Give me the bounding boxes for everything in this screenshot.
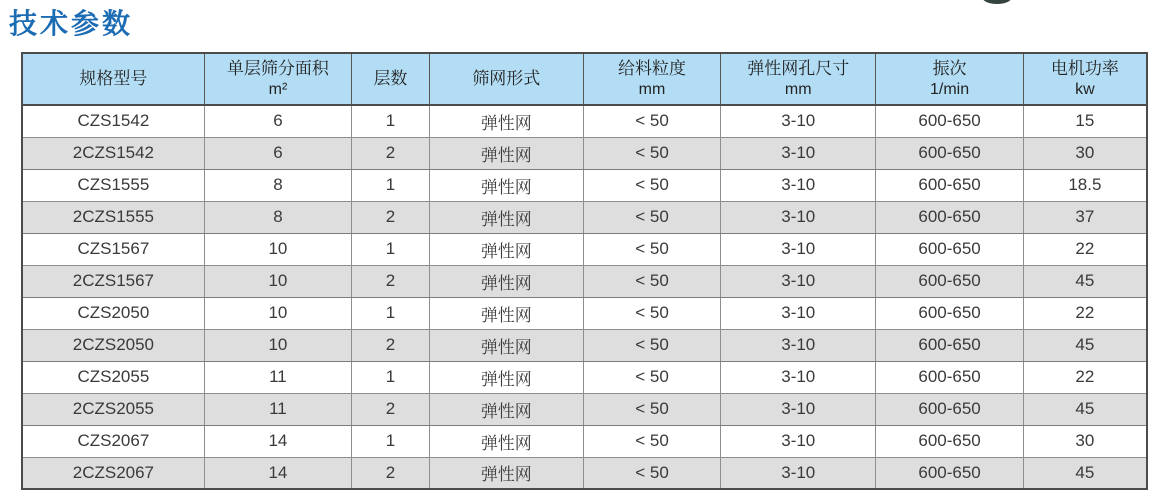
cell-feed-size: < 50 — [583, 329, 720, 361]
column-label: 弹性网孔尺寸 — [747, 59, 850, 79]
cell-area: 10 — [204, 329, 351, 361]
cell-model: 2CZS2050 — [22, 329, 204, 361]
cell-feed-size: < 50 — [583, 297, 720, 329]
cell-mesh-hole: 3-10 — [721, 425, 876, 457]
column-unit: 1/min — [930, 80, 970, 98]
cell-layers: 1 — [352, 169, 430, 201]
cell-feed-size: < 50 — [583, 137, 720, 169]
cell-mesh-type: 弹性网 — [429, 105, 583, 137]
cell-area: 11 — [204, 393, 351, 425]
cell-vibration: 600-650 — [876, 297, 1023, 329]
column-unit: mm — [638, 80, 666, 98]
cell-vibration: 600-650 — [876, 169, 1023, 201]
cell-feed-size: < 50 — [583, 393, 720, 425]
cell-model: 2CZS1542 — [22, 137, 204, 169]
column-label: 振次 — [932, 59, 967, 79]
column-label: 筛网形式 — [472, 69, 541, 89]
cell-model: 2CZS1555 — [22, 201, 204, 233]
cell-feed-size: < 50 — [583, 425, 720, 457]
cell-model: CZS1555 — [22, 169, 204, 201]
cell-layers: 2 — [352, 457, 430, 489]
cell-power: 45 — [1023, 329, 1147, 361]
cell-power: 22 — [1023, 233, 1147, 265]
cell-layers: 2 — [352, 137, 430, 169]
cell-feed-size: < 50 — [583, 201, 720, 233]
table-row — [22, 457, 1147, 489]
cell-mesh-type: 弹性网 — [429, 297, 583, 329]
column-label: 电机功率 — [1050, 59, 1119, 79]
table-row — [22, 105, 1147, 137]
cell-feed-size: < 50 — [583, 105, 720, 137]
table-row — [22, 201, 1147, 233]
header-row — [22, 53, 1147, 105]
cell-vibration: 600-650 — [876, 137, 1023, 169]
column-header-feed-size — [583, 53, 720, 105]
cell-power: 22 — [1023, 297, 1147, 329]
cell-mesh-type: 弹性网 — [429, 425, 583, 457]
table-body — [22, 105, 1147, 489]
cell-area: 6 — [204, 105, 351, 137]
cell-mesh-hole: 3-10 — [721, 233, 876, 265]
column-label: 层数 — [373, 69, 408, 89]
cell-model: 2CZS2067 — [22, 457, 204, 489]
cell-mesh-type: 弹性网 — [429, 137, 583, 169]
cell-mesh-type: 弹性网 — [429, 361, 583, 393]
cell-layers: 1 — [352, 297, 430, 329]
cell-vibration: 600-650 — [876, 329, 1023, 361]
cell-layers: 2 — [352, 393, 430, 425]
cell-model: CZS2067 — [22, 425, 204, 457]
cell-power: 30 — [1023, 425, 1147, 457]
cell-vibration: 600-650 — [876, 361, 1023, 393]
cell-mesh-type: 弹性网 — [429, 393, 583, 425]
cell-layers: 1 — [352, 105, 430, 137]
table-header — [22, 53, 1147, 105]
cell-mesh-hole: 3-10 — [721, 457, 876, 489]
column-unit: kw — [1075, 80, 1095, 98]
table-row — [22, 137, 1147, 169]
cell-vibration: 600-650 — [876, 201, 1023, 233]
column-header-layers — [352, 53, 430, 105]
cell-power: 15 — [1023, 105, 1147, 137]
column-header-power — [1023, 53, 1147, 105]
cell-mesh-hole: 3-10 — [721, 137, 876, 169]
cell-mesh-type: 弹性网 — [429, 169, 583, 201]
cell-mesh-hole: 3-10 — [721, 265, 876, 297]
table-row — [22, 233, 1147, 265]
cell-mesh-hole: 3-10 — [721, 105, 876, 137]
cell-model: CZS1542 — [22, 105, 204, 137]
cell-mesh-type: 弹性网 — [429, 265, 583, 297]
cell-layers: 2 — [352, 265, 430, 297]
column-unit: mm — [784, 80, 812, 98]
cell-feed-size: < 50 — [583, 457, 720, 489]
column-header-mesh-hole — [721, 53, 876, 105]
cell-vibration: 600-650 — [876, 105, 1023, 137]
cell-mesh-type: 弹性网 — [429, 457, 583, 489]
cell-power: 45 — [1023, 393, 1147, 425]
cell-power: 45 — [1023, 265, 1147, 297]
cell-mesh-hole: 3-10 — [721, 329, 876, 361]
table-row — [22, 169, 1147, 201]
cell-power: 18.5 — [1023, 169, 1147, 201]
cell-layers: 1 — [352, 361, 430, 393]
table-row — [22, 297, 1147, 329]
cell-feed-size: < 50 — [583, 169, 720, 201]
cell-area: 11 — [204, 361, 351, 393]
column-label: 单层筛分面积 — [226, 59, 329, 79]
table-row — [22, 329, 1147, 361]
cell-feed-size: < 50 — [583, 361, 720, 393]
column-header-mesh-type — [429, 53, 583, 105]
technical-parameters-table — [21, 52, 1148, 490]
cell-mesh-type: 弹性网 — [429, 329, 583, 361]
cell-area: 8 — [204, 169, 351, 201]
cell-mesh-hole: 3-10 — [721, 297, 876, 329]
cell-area: 10 — [204, 233, 351, 265]
cell-area: 14 — [204, 457, 351, 489]
cell-mesh-hole: 3-10 — [721, 169, 876, 201]
column-header-vibration — [876, 53, 1023, 105]
cell-layers: 1 — [352, 425, 430, 457]
cell-area: 6 — [204, 137, 351, 169]
cell-power: 37 — [1023, 201, 1147, 233]
cell-power: 22 — [1023, 361, 1147, 393]
cell-layers: 2 — [352, 329, 430, 361]
cropped-logo-fragment — [982, 0, 1012, 4]
column-unit: m² — [268, 80, 288, 98]
cell-model: CZS1567 — [22, 233, 204, 265]
cell-area: 10 — [204, 297, 351, 329]
page-title: 技术参数 — [9, 8, 134, 39]
cell-model: 2CZS1567 — [22, 265, 204, 297]
cell-layers: 1 — [352, 233, 430, 265]
cell-model: CZS2050 — [22, 297, 204, 329]
cell-power: 30 — [1023, 137, 1147, 169]
table-row — [22, 361, 1147, 393]
cell-model: CZS2055 — [22, 361, 204, 393]
cell-mesh-hole: 3-10 — [721, 201, 876, 233]
column-label: 给料粒度 — [618, 59, 686, 79]
cell-vibration: 600-650 — [876, 457, 1023, 489]
cell-mesh-hole: 3-10 — [721, 361, 876, 393]
cell-mesh-type: 弹性网 — [429, 201, 583, 233]
cell-feed-size: < 50 — [583, 233, 720, 265]
cell-mesh-hole: 3-10 — [721, 393, 876, 425]
table-row — [22, 425, 1147, 457]
cell-vibration: 600-650 — [876, 265, 1023, 297]
cell-vibration: 600-650 — [876, 233, 1023, 265]
cell-model: 2CZS2055 — [22, 393, 204, 425]
cell-mesh-type: 弹性网 — [429, 233, 583, 265]
table-row — [22, 265, 1147, 297]
cell-vibration: 600-650 — [876, 425, 1023, 457]
cell-feed-size: < 50 — [583, 265, 720, 297]
cell-layers: 2 — [352, 201, 430, 233]
cell-area: 8 — [204, 201, 351, 233]
table-row — [22, 393, 1147, 425]
cell-area: 10 — [204, 265, 351, 297]
cell-area: 14 — [204, 425, 351, 457]
column-label: 规格型号 — [79, 69, 148, 89]
cell-vibration: 600-650 — [876, 393, 1023, 425]
cell-power: 45 — [1023, 457, 1147, 489]
column-header-area — [204, 53, 351, 105]
column-header-model — [22, 53, 204, 105]
